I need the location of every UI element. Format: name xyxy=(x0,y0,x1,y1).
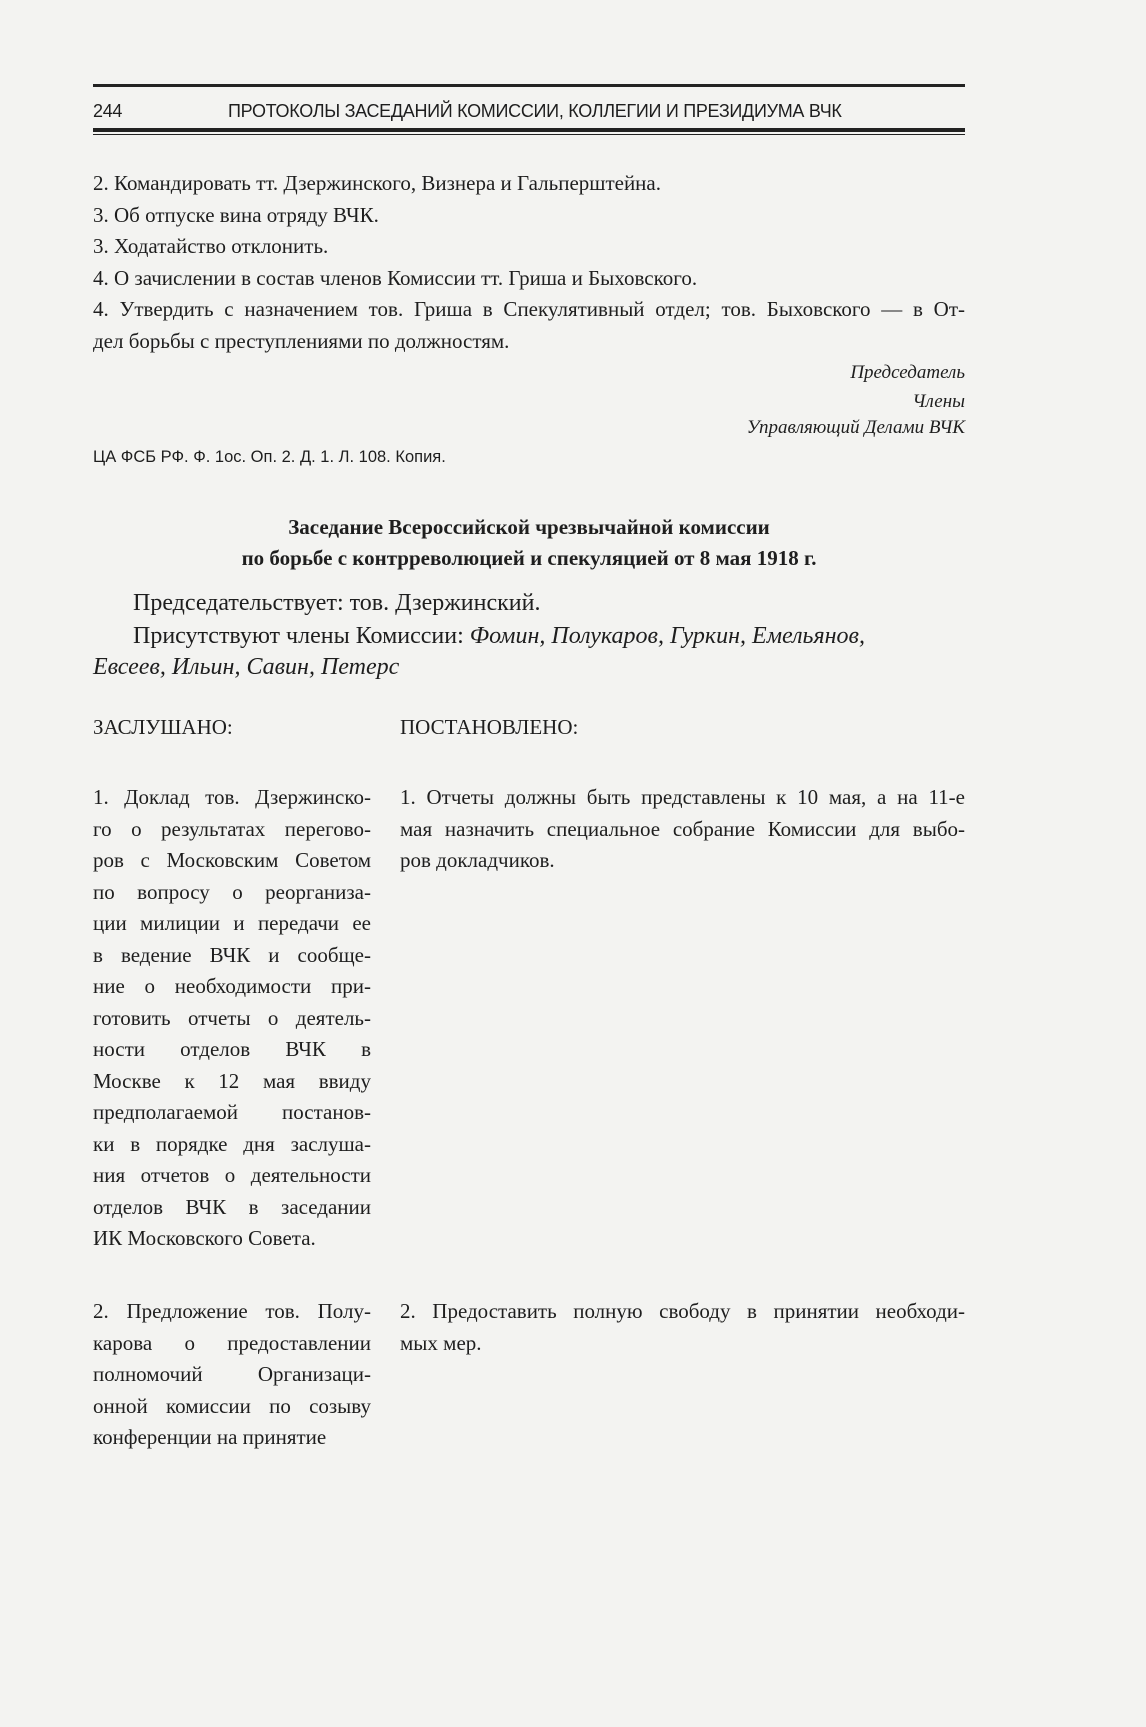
text-line: мая назначить специальное собрание Комиссии для выбо- xyxy=(400,816,965,841)
text-line: 4. Утвердить с назначением тов. Гриша в Спекулятивный отдел; тов. Быховского — в От- xyxy=(93,297,965,321)
text-line: 4. О зачислении в состав членов Комиссии тт. Гриша и Быховского. xyxy=(93,265,698,290)
text-line: ки в порядке дня заслуша- xyxy=(93,1131,371,1156)
text-line: мых мер. xyxy=(400,1330,482,1355)
present-line xyxy=(133,620,865,653)
text-line: 3. Об отпуске вина отряду ВЧК. xyxy=(93,202,379,227)
chairman-line: Председательствует: тов. Дзержинский. xyxy=(133,590,541,616)
column-resolved-heading: ПОСТАНОВЛЕНО: xyxy=(400,715,579,739)
text-line: 3. Ходатайство отклонить. xyxy=(93,234,329,258)
present-label: Присутствуют члены Комиссии: xyxy=(133,623,464,649)
text-line: предполагаемой постанов- xyxy=(93,1100,371,1124)
text-line: готовить отчеты о деятель- xyxy=(93,1005,371,1030)
meeting-title-line2: по борьбе с контрреволюцией и спекуляцией от 8 мая 1918 г. xyxy=(241,546,817,570)
text-line: ции милиции и передачи ее xyxy=(93,911,371,935)
text-line: ров с Московским Советом xyxy=(93,848,371,872)
text-line: полномочий Организаци- xyxy=(93,1362,371,1386)
text-line: конференции на принятие xyxy=(93,1425,327,1449)
column-heard-heading: ЗАСЛУШАНО: xyxy=(93,715,233,739)
text-line: в ведение ВЧК и сообще- xyxy=(93,942,371,967)
item-2-heard xyxy=(93,1296,371,1454)
header-rule-thin xyxy=(93,134,965,135)
text-line: по вопросу о реорганиза- xyxy=(93,879,371,904)
text-line: дел борьбы с преступлениями по должностям. xyxy=(93,328,510,353)
text-line: онной комиссии по созыву xyxy=(93,1393,371,1418)
text-line: го о результатах перегово- xyxy=(93,816,371,841)
item-1-resolved xyxy=(400,782,965,877)
signature-chairman: Председатель xyxy=(850,362,965,383)
text-line: 2. Командировать тт. Дзержинского, Визнера и Гальперштейна. xyxy=(93,171,661,195)
present-names: Фомин, Полукаров, Гуркин, Емельянов, xyxy=(469,623,865,649)
signature-members: Члены xyxy=(912,391,965,412)
present-names-continued: Евсеев, Ильин, Савин, Петерс xyxy=(93,654,400,680)
text-line: карова о предоставлении xyxy=(93,1330,371,1355)
text-line: 1. Отчеты должны быть представлены к 10 мая, а на 11-е xyxy=(400,785,965,809)
meeting-title-line1: Заседание Всероссийской чрезвычайной комиссии xyxy=(288,515,770,539)
archive-citation: ЦА ФСБ РФ. Ф. 1ос. Оп. 2. Д. 1. Л. 108. Копия. xyxy=(93,448,446,466)
page-number: 244 xyxy=(93,101,123,121)
header-rule-top xyxy=(93,84,965,87)
item-1-heard xyxy=(93,782,371,1255)
text-line: 2. Предоставить полную свободу в принятии необходи- xyxy=(400,1299,965,1323)
text-line: ности отделов ВЧК в xyxy=(93,1037,371,1061)
text-line: ния отчетов о деятельности xyxy=(93,1163,371,1187)
text-line: 2. Предложение тов. Полу- xyxy=(93,1299,371,1323)
running-title: ПРОТОКОЛЫ ЗАСЕДАНИЙ КОМИССИИ, КОЛЛЕГИИ И ПРЕЗИДИУМА ВЧК xyxy=(228,101,842,121)
text-line: ние о необходимости при- xyxy=(93,974,371,998)
signature-manager: Управляющий Делами ВЧК xyxy=(746,417,965,438)
previous-items xyxy=(93,168,965,357)
text-line: ров докладчиков. xyxy=(400,848,555,872)
text-line: отделов ВЧК в заседании xyxy=(93,1194,371,1219)
text-line: ИК Московского Совета. xyxy=(93,1226,316,1250)
text-line: Москве к 12 мая ввиду xyxy=(93,1068,371,1093)
item-2-resolved xyxy=(400,1296,965,1359)
text-line: 1. Доклад тов. Дзержинско- xyxy=(93,785,371,809)
header-rule-bottom xyxy=(93,128,965,132)
